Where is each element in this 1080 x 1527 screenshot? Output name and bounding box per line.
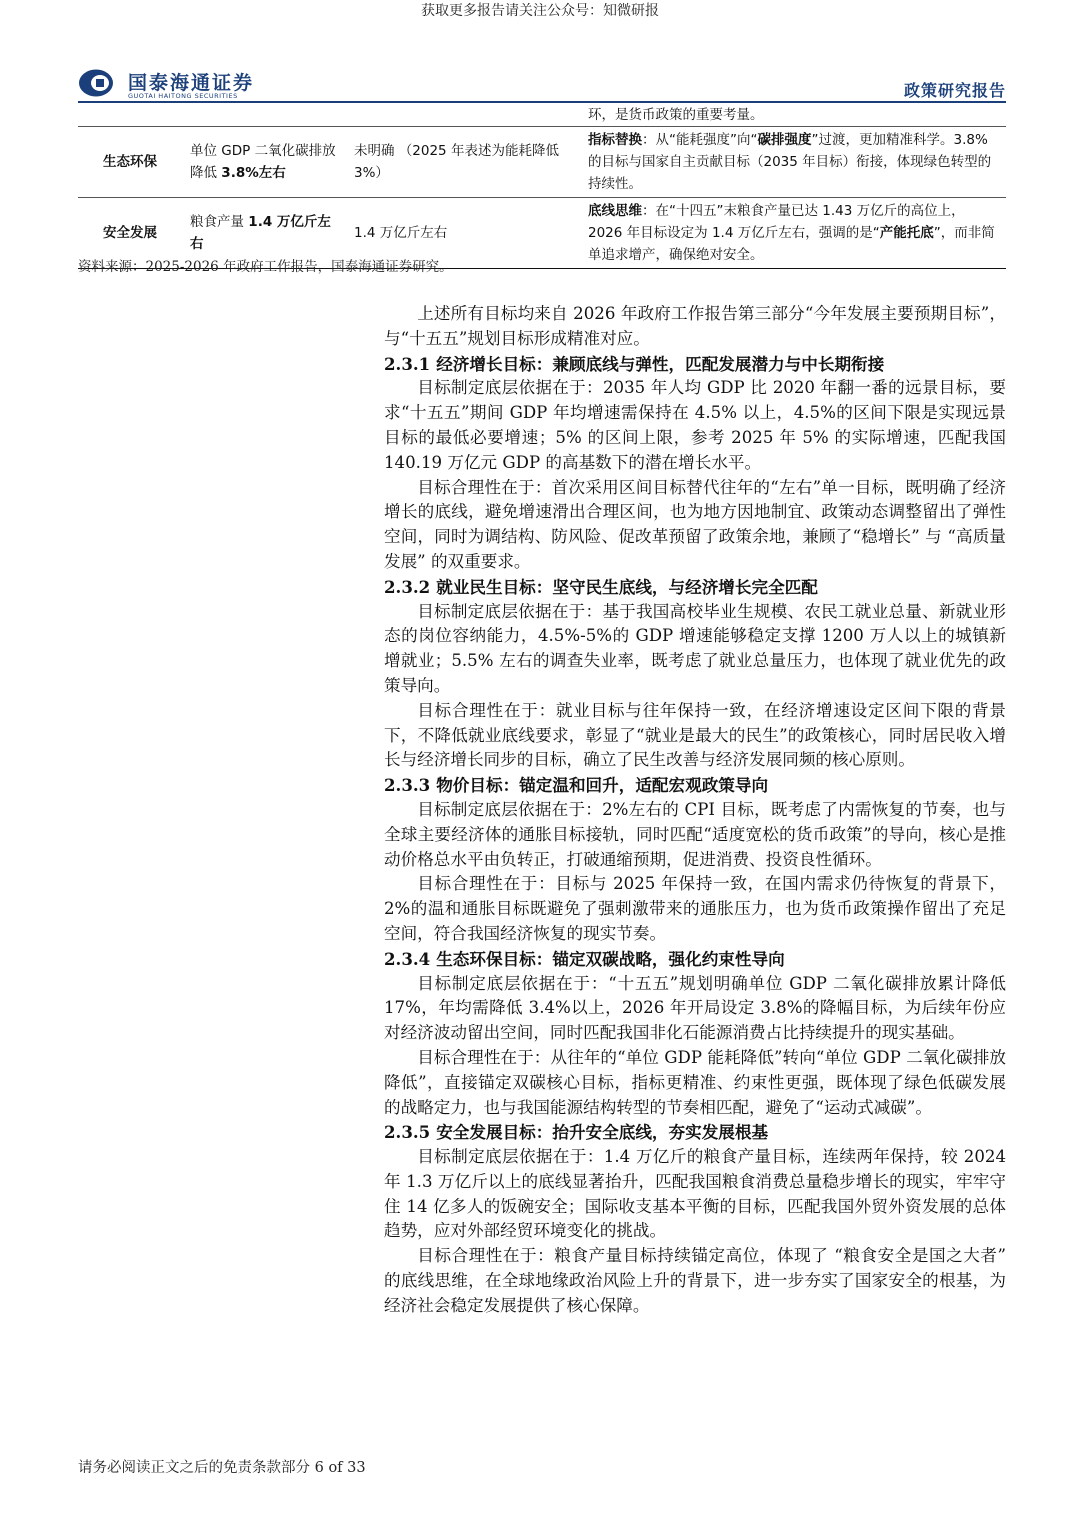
section-heading: 2.3.5 安全发展目标：抬升安全底线，夯实发展根基 xyxy=(384,1122,769,1143)
paragraph: 目标合理性在于：粮食产量目标持续锚定高位，体现了 “粮食安全是国之大者” 的底线思维，在全球地缘政治风险上升的背景下，进一步夯实了国家安全的根基，为经济社会稳定发展提供了核心保障。 xyxy=(384,1246,1006,1315)
target-2026-cell: 单位 GDP 二氧化碳排放降低 3.8%左右 xyxy=(182,127,346,198)
paragraph: 目标合理性在于：目标与 2025 年保持一致，在国内需求仍待恢复的背景下，2%的温和通胀目标既避免了强刺激带来的通胀压力，也为货币政策操作留出了充足空间，符合我国经济恢复的现实节奏。 xyxy=(384,874,1006,943)
logo-text-en: GUOTAI HAITONG SECURITIES xyxy=(128,92,238,100)
section-heading: 2.3.4 生态环保目标：锚定双碳战略，强化约束性导向 xyxy=(384,948,785,969)
note-cell: 底线思维：在“十四五”末粮食产量已达 1.43 万亿斤的高位上，2026 年目标设定为 1.4 万亿斤左右，强调的是“产能托底”，而非简单追求增产，确保绝对安全。 xyxy=(580,198,1006,269)
target-2026-cell: 粮食产量 1.4 万亿斤左右 xyxy=(182,198,346,269)
table-source: 资料来源：2025-2026 年政府工作报告，国泰海通证券研究。 xyxy=(78,259,453,275)
table-row-continued xyxy=(78,104,1006,127)
top-banner: 获取更多报告请关注公众号：知微研报 xyxy=(421,3,659,19)
table-row xyxy=(78,127,1006,198)
intro-paragraph: 上述所有目标均来自 2026 年政府工作报告第三部分“今年发展主要预期目标”，与“十五五”规划目标形成精准对应。 xyxy=(384,304,1006,348)
section-heading: 2.3.1 经济增长目标：兼顾底线与弹性，匹配发展潜力与中长期衔接 xyxy=(384,353,885,374)
report-type-label: 政策研究报告 xyxy=(903,81,1006,100)
body-text xyxy=(384,302,1006,1319)
logo-text-cn: 国泰海通证券 xyxy=(128,72,255,94)
header-divider xyxy=(78,101,1006,103)
paragraph: 目标合理性在于：就业目标与往年保持一致，在经济增速设定区间下限的背景下，不降低就业底线要求，彰显了“就业是最大的民生”的政策核心，同时居民收入增长与经济增长同步的目标，确立了民生改善与经济发展同频的核心原则。 xyxy=(384,700,1006,770)
paragraph: 目标制定底层依据在于：“十五五”规划明确单位 GDP 二氧化碳排放累计降低 17%，年均需降低 3.4%以上，2026 年开局设定 3.8%的降幅目标，为后续年份应对经济波动留出空间，同时匹配我国非化石能源消费占比持续提升的现实基础。 xyxy=(384,973,1006,1043)
continued-note: 环，是货币政策的重要考量。 xyxy=(580,104,1006,127)
company-logo xyxy=(78,68,278,100)
paragraph: 目标合理性在于：首次采用区间目标替代往年的“左右”单一目标，既明确了经济增长的底线，避免增速滑出合理区间，也为地方因地制宜、政策动态调整留出了弹性空间，同时为调结构、防风险、促改革预留了政策余地，兼顾了“稳增长” 与 “高质量发展” 的双重要求。 xyxy=(384,477,1006,571)
target-2025-cell: 1.4 万亿斤左右 xyxy=(346,198,580,269)
paragraph: 目标制定底层依据在于：2035 年人均 GDP 比 2020 年翻一番的远景目标，要求“十五五”期间 GDP 年均增速需保持在 4.5% 以上，4.5%的区间下限是实现远景目标的最低必要增速；5% 的区间上限，参考 2025 年 5% 的实际增速，匹配我国 140.19 万亿元 GDP 的高基数下的潜在增长水平。 xyxy=(384,378,1006,472)
logo-mark-icon xyxy=(78,68,122,98)
section-heading: 2.3.3 物价目标：锚定温和回升，适配宏观政策导向 xyxy=(384,775,769,796)
paragraph: 目标制定底层依据在于：2%左右的 CPI 目标，既考虑了内需恢复的节奏，也与全球主要经济体的通胀目标接轨，同时匹配“适度宽松的货币政策”的导向，核心是推动价格总水平由负转正，打破通缩预期，促进消费、投资良性循环。 xyxy=(384,799,1006,869)
category-cell: 生态环保 xyxy=(78,127,182,198)
paragraph: 目标制定底层依据在于：基于我国高校毕业生规模、农民工就业总量、新就业形态的岗位容纳能力，4.5%-5%的 GDP 增速能够稳定支撑 1200 万人以上的城镇新增就业；5.5% 左右的调查失业率，既考虑了就业总量压力，也体现了就业优先的政策导向。 xyxy=(384,601,1006,695)
paragraph: 目标合理性在于：从往年的“单位 GDP 能耗降低”转向“单位 GDP 二氧化碳排放降低”，直接锚定双碳核心目标，指标更精准、约束性更强，既体现了绿色低碳发展的战略定力，也与我国能源结构转型的节奏相匹配，避免了“运动式减碳”。 xyxy=(384,1047,1006,1117)
section-heading: 2.3.2 就业民生目标：坚守民生底线，与经济增长完全匹配 xyxy=(384,576,818,597)
paragraph: 目标制定底层依据在于：1.4 万亿斤的粮食产量目标，连续两年保持，较 2024 年 1.3 万亿斤以上的底线显著抬升，匹配我国粮食消费总量稳步增长的现实，牢牢守住 14 亿多人的饭碗安全；国际收支基本平衡的目标，匹配我国外贸外资发展的总体趋势，应对外部经贸环境变化的挑战。 xyxy=(384,1147,1006,1241)
targets-table xyxy=(78,104,1006,269)
target-2025-cell: 未明确 （2025 年表述为能耗降低 3%） xyxy=(346,127,580,198)
note-cell: 指标替换：从“能耗强度”向“碳排强度”过渡，更加精准科学。3.8%的目标与国家自主贡献目标（2035 年目标）衔接，体现绿色转型的持续性。 xyxy=(580,127,1006,198)
page-footer: 请务必阅读正文之后的免责条款部分 6 of 33 xyxy=(78,1460,366,1476)
report-header xyxy=(78,62,1006,102)
category-cell: 安全发展 xyxy=(78,198,182,269)
